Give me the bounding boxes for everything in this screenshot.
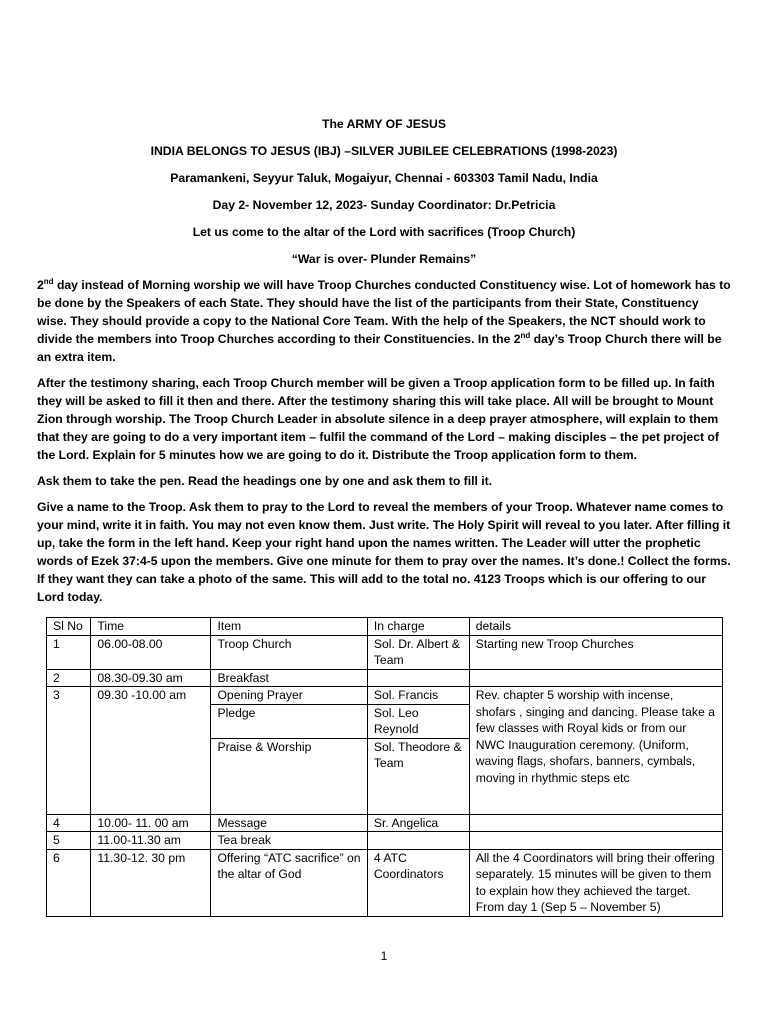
venue-address: Paramankeni, Seyyur Taluk, Mogaiyur, Chennai - 603303 Tamil Nadu, India bbox=[170, 171, 598, 185]
table-row: 1 06.00-08.00 Troop Church Sol. Dr. Albert & Team Starting new Troop Churches bbox=[47, 635, 723, 669]
document-title: The ARMY OF JESUS bbox=[322, 117, 446, 131]
document-subtitle: INDIA BELONGS TO JESUS (IBJ) –SILVER JUBILEE CELEBRATIONS (1998-2023) bbox=[150, 144, 618, 158]
quote-line: “War is over- Plunder Remains” bbox=[291, 252, 477, 266]
table-row: 5 11.00-11.30 am Tea break bbox=[47, 832, 723, 850]
body-text bbox=[37, 276, 731, 614]
table-row: Praise & Worship Sol. Theodore & Team bbox=[47, 738, 723, 814]
header-details: details bbox=[469, 618, 722, 636]
table-header-row bbox=[47, 618, 723, 636]
paragraph-2: After the testimony sharing, each Troop Church member will be given a Troop application form to be filled up. In faith they will be asked to fill it then and there. After the testimony sharing this will take place. All will be brought to Mount Zion through worship. The Troop Church Leader in absolute silence in a deep prayer atmosphere, will explain to them that they are going to do a very important item – fulfil the command of the Lord – making disciples – the pet project of the Lord. Explain for 5 minutes how we are going to do it. Distribute the Troop application form to them. bbox=[37, 376, 719, 462]
table-row: Pledge Sol. Leo Reynold bbox=[47, 704, 723, 738]
header-sl-no: Sl No bbox=[47, 618, 91, 636]
header-item: Item bbox=[211, 618, 367, 636]
header-time: Time bbox=[91, 618, 211, 636]
paragraph-4: Give a name to the Troop. Ask them to pray to the Lord to reveal the members of your Troop. Whatever name comes to your mind, write it in faith. You may not even know them. Just write. The Holy Spirit will reveal to you later. After filling it up, take the form in the left hand. Keep your right hand upon the names written. The Leader will utter the prophetic words of Ezek 37:4-5 upon the members. Give one minute for them to pray over the names. It’s done.! Collect the forms. If they want they can take a photo of the same. This will add to the total no. 4123 Troops which is our offering to our Lord today. bbox=[37, 500, 731, 604]
table-row: 2 08.30-09.30 am Breakfast bbox=[47, 669, 723, 687]
table-row: 3 09.30 -10.00 am Opening Prayer Sol. Francis Rev. chapter 5 worship with incense, shofars , singing and dancing. Please take a few classes with Royal kids or from our NWC Inauguration ceremony. (Uniform, waving flags, shofars, banners, cymbals, moving in rhythmic steps etc bbox=[47, 687, 723, 705]
theme-line: Let us come to the altar of the Lord with sacrifices (Troop Church) bbox=[192, 225, 576, 239]
paragraph-3: Ask them to take the pen. Read the headings one by one and ask them to fill it. bbox=[37, 474, 493, 488]
day-coordinator-line: Day 2- November 12, 2023- Sunday Coordinator: Dr.Petricia bbox=[212, 198, 556, 212]
schedule-table bbox=[46, 617, 723, 917]
paragraph-1: 2nd day instead of Morning worship we will have Troop Churches conducted Constituency wise. Lot of homework has to be done by the Speakers of each State. They should have the list of the participants from their State, Constituency wise. They should provide a copy to the National Core Team. With the help of the Speakers, the NCT should work to divide the members into Troop Churches according to their Constituencies. In the 2nd day’s Troop Church there will be an extra item. bbox=[37, 276, 731, 364]
table-row: 6 11.30-12. 30 pm Offering “ATC sacrifice” on the altar of God 4 ATC Coordinators All the 4 Coordinators will bring their offering separately. 15 minutes will be given to them to explain how they achieved the target. From day 1 (Sep 5 – November 5) bbox=[47, 849, 723, 916]
header-in-charge: In charge bbox=[367, 618, 469, 636]
page-number: 1 bbox=[380, 949, 388, 963]
table-row: 4 10.00- 11. 00 am Message Sr. Angelica bbox=[47, 814, 723, 832]
